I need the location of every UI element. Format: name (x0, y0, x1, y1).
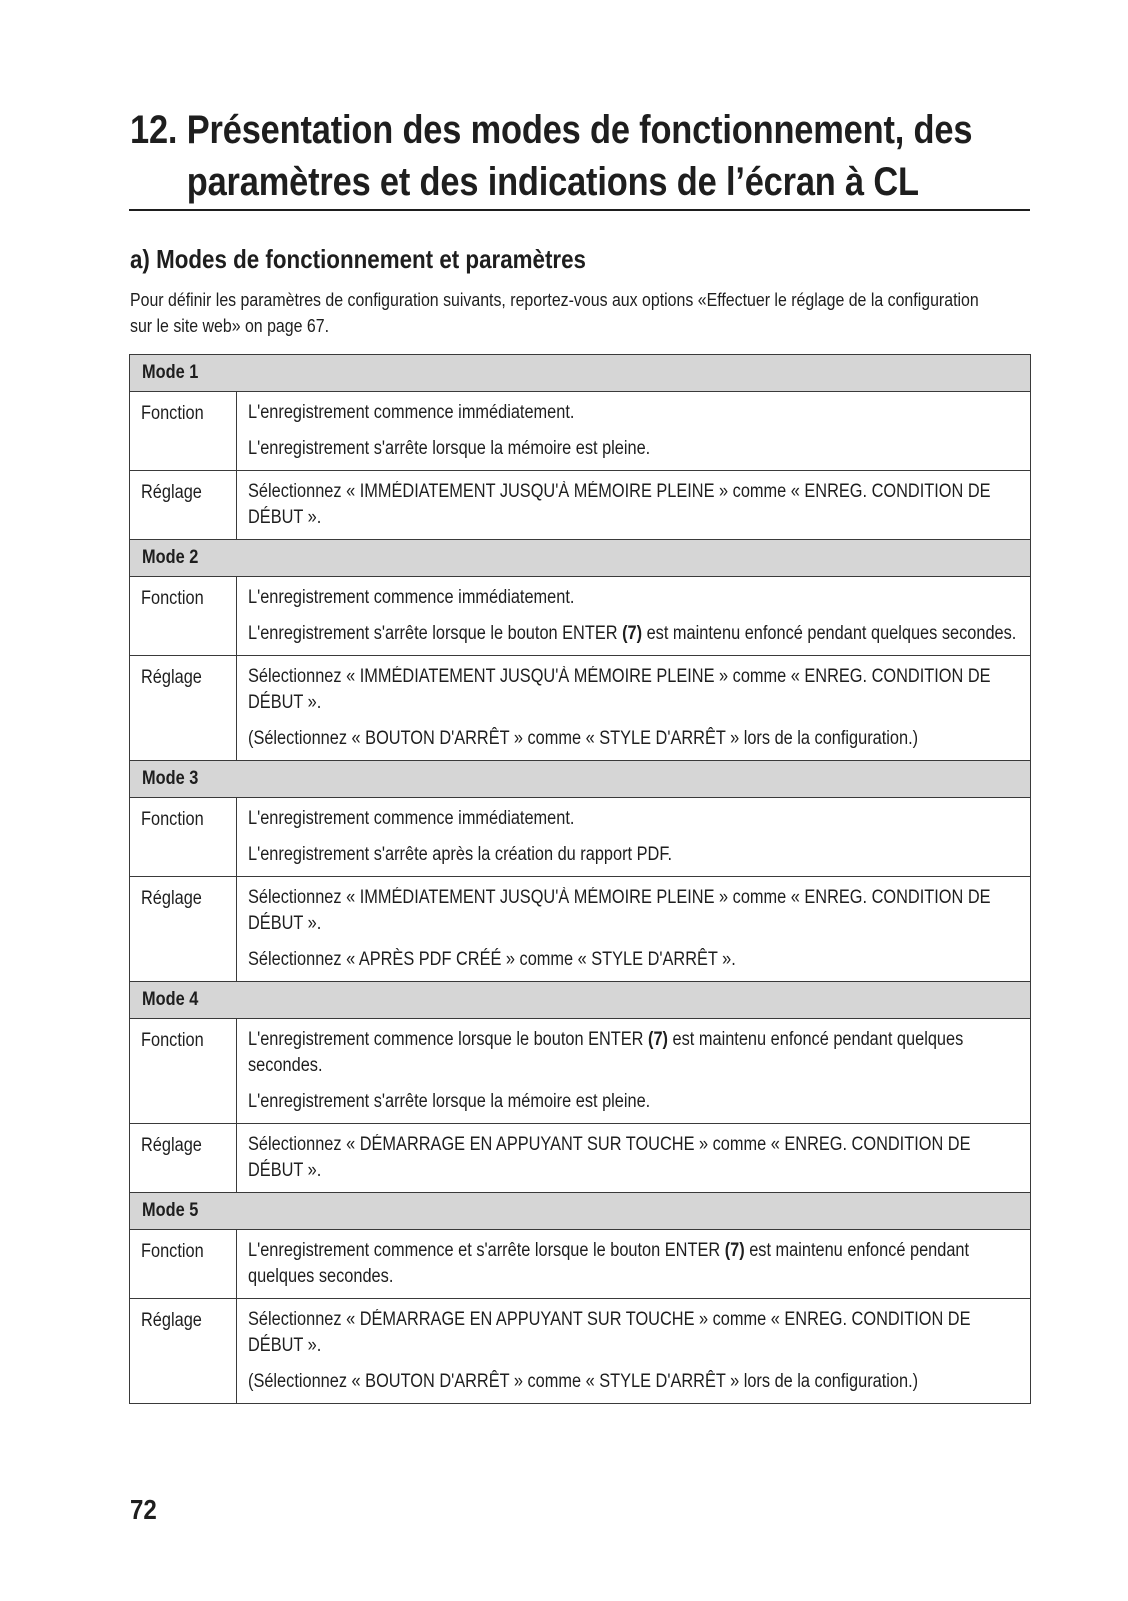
button-reference: (7) (648, 1029, 669, 1050)
setting-paragraph (248, 726, 1020, 752)
function-paragraph (248, 621, 1020, 647)
setting-text: Sélectionnez « DÉMARRAGE EN APPUYANT SUR TOUCHE » comme « ENREG. CONDITION DE DÉBUT ». (248, 1309, 971, 1356)
mode-title: Mode 1 (142, 362, 199, 383)
setting-row (130, 1299, 1031, 1404)
mode-title: Mode 2 (142, 547, 199, 568)
function-row (130, 1019, 1031, 1124)
setting-label: Réglage (141, 1310, 202, 1331)
chapter-title-line1 (130, 104, 1024, 156)
setting-text: Sélectionnez « IMMÉDIATEMENT JUSQU'À MÉMOIRE PLEINE » comme « ENREG. CONDITION DE DÉBUT ». (248, 481, 991, 528)
function-text: L'enregistrement commence et s'arrête lorsque le bouton ENTER (7) est maintenu enfoncé pendant quelques secondes. (248, 1240, 970, 1287)
page-number (130, 1494, 161, 1526)
mode-title: Mode 3 (142, 768, 199, 789)
function-row (130, 392, 1031, 471)
function-content-cell (237, 392, 1031, 471)
function-label: Fonction (141, 1241, 204, 1262)
setting-label: Réglage (141, 482, 202, 503)
page-number-text: 72 (130, 1494, 157, 1525)
function-label-cell (130, 1019, 237, 1124)
setting-content-cell (237, 1299, 1031, 1404)
setting-text: Sélectionnez « IMMÉDIATEMENT JUSQU'À MÉMOIRE PLEINE » comme « ENREG. CONDITION DE DÉBUT ». (248, 666, 991, 713)
function-text: L'enregistrement s'arrête lorsque le bouton ENTER (7) est maintenu enfoncé pendant quelques secondes. (248, 623, 1017, 644)
intro-paragraph (130, 287, 1117, 339)
function-paragraph (248, 585, 1020, 611)
function-label: Fonction (141, 588, 204, 609)
button-reference: (7) (724, 1240, 745, 1261)
function-label-cell (130, 798, 237, 877)
function-text: L'enregistrement commence immédiatement. (248, 808, 575, 829)
setting-row (130, 1124, 1031, 1193)
mode-title-cell (130, 1193, 1031, 1230)
mode-title: Mode 4 (142, 989, 199, 1010)
mode-title-cell (130, 982, 1031, 1019)
function-row (130, 1230, 1031, 1299)
setting-text: (Sélectionnez « BOUTON D'ARRÊT » comme « STYLE D'ARRÊT » lors de la configuration.) (248, 1371, 919, 1392)
setting-content-cell (237, 877, 1031, 982)
function-label: Fonction (141, 403, 204, 424)
setting-text: Sélectionnez « DÉMARRAGE EN APPUYANT SUR TOUCHE » comme « ENREG. CONDITION DE DÉBUT ». (248, 1134, 971, 1181)
setting-label-cell (130, 656, 237, 761)
button-reference: (7) (622, 623, 643, 644)
setting-row (130, 877, 1031, 982)
mode-title-cell (130, 355, 1031, 392)
setting-row (130, 471, 1031, 540)
setting-paragraph (248, 1132, 1020, 1184)
function-text: L'enregistrement s'arrête après la création du rapport PDF. (248, 844, 673, 865)
modes-table-body (130, 355, 1031, 1404)
chapter-title-text-1: Présentation des modes de fonctionnement, des (186, 108, 973, 152)
mode-title-cell (130, 540, 1031, 577)
function-paragraph (248, 806, 1020, 832)
setting-label-cell (130, 877, 237, 982)
function-label-cell (130, 577, 237, 656)
function-content-cell (237, 577, 1031, 656)
section-heading-text: a) Modes de fonctionnement et paramètres (130, 244, 587, 274)
function-row (130, 798, 1031, 877)
function-text: L'enregistrement s'arrête lorsque la mémoire est pleine. (248, 1091, 651, 1112)
setting-paragraph (248, 885, 1020, 937)
mode-title-cell (130, 761, 1031, 798)
mode-header-row (130, 761, 1031, 798)
function-paragraph (248, 400, 1020, 426)
function-paragraph (248, 842, 1020, 868)
setting-paragraph (248, 947, 1020, 973)
function-paragraph (248, 1027, 1020, 1079)
setting-paragraph (248, 1369, 1020, 1395)
setting-text: (Sélectionnez « BOUTON D'ARRÊT » comme « STYLE D'ARRÊT » lors de la configuration.) (248, 728, 919, 749)
function-text: L'enregistrement commence immédiatement. (248, 402, 575, 423)
function-text: L'enregistrement s'arrête lorsque la mémoire est pleine. (248, 438, 651, 459)
setting-paragraph (248, 664, 1020, 716)
function-label-cell (130, 392, 237, 471)
setting-label-cell (130, 471, 237, 540)
intro-line-1: Pour définir les paramètres de configuration suivants, reportez-vous aux options «Effectuer le réglage de la configuration (130, 289, 979, 310)
modes-table (129, 354, 1031, 1404)
function-label: Fonction (141, 809, 204, 830)
function-label: Fonction (141, 1030, 204, 1051)
mode-header-row (130, 1193, 1031, 1230)
setting-text: Sélectionnez « APRÈS PDF CRÉÉ » comme « STYLE D'ARRÊT ». (248, 949, 736, 970)
chapter-title-text-2: paramètres et des indications de l’écran à CL (186, 160, 919, 204)
function-paragraph (248, 1089, 1020, 1115)
mode-header-row (130, 540, 1031, 577)
function-label-cell (130, 1230, 237, 1299)
chapter-title-line2 (130, 156, 1024, 208)
title-rule (129, 209, 1030, 211)
function-content-cell (237, 798, 1031, 877)
setting-label: Réglage (141, 888, 202, 909)
intro-line-2: sur le site web» on page 67. (130, 315, 330, 336)
function-content-cell (237, 1230, 1031, 1299)
function-text: L'enregistrement commence immédiatement. (248, 587, 575, 608)
function-text: L'enregistrement commence lorsque le bouton ENTER (7) est maintenu enfoncé pendant quelques secondes. (248, 1029, 964, 1076)
function-row (130, 577, 1031, 656)
setting-paragraph (248, 1307, 1020, 1359)
mode-header-row (130, 355, 1031, 392)
setting-content-cell (237, 656, 1031, 761)
section-heading (130, 242, 660, 276)
setting-text: Sélectionnez « IMMÉDIATEMENT JUSQU'À MÉMOIRE PLEINE » comme « ENREG. CONDITION DE DÉBUT ». (248, 887, 991, 934)
function-paragraph (248, 1238, 1020, 1290)
setting-label-cell (130, 1299, 237, 1404)
chapter-title (130, 104, 1128, 208)
setting-row (130, 656, 1031, 761)
setting-label: Réglage (141, 667, 202, 688)
setting-content-cell (237, 1124, 1031, 1193)
setting-content-cell (237, 471, 1031, 540)
setting-paragraph (248, 479, 1020, 531)
mode-title: Mode 5 (142, 1200, 199, 1221)
function-paragraph (248, 436, 1020, 462)
setting-label-cell (130, 1124, 237, 1193)
chapter-number: 12. (130, 108, 178, 152)
setting-label: Réglage (141, 1135, 202, 1156)
function-content-cell (237, 1019, 1031, 1124)
mode-header-row (130, 982, 1031, 1019)
